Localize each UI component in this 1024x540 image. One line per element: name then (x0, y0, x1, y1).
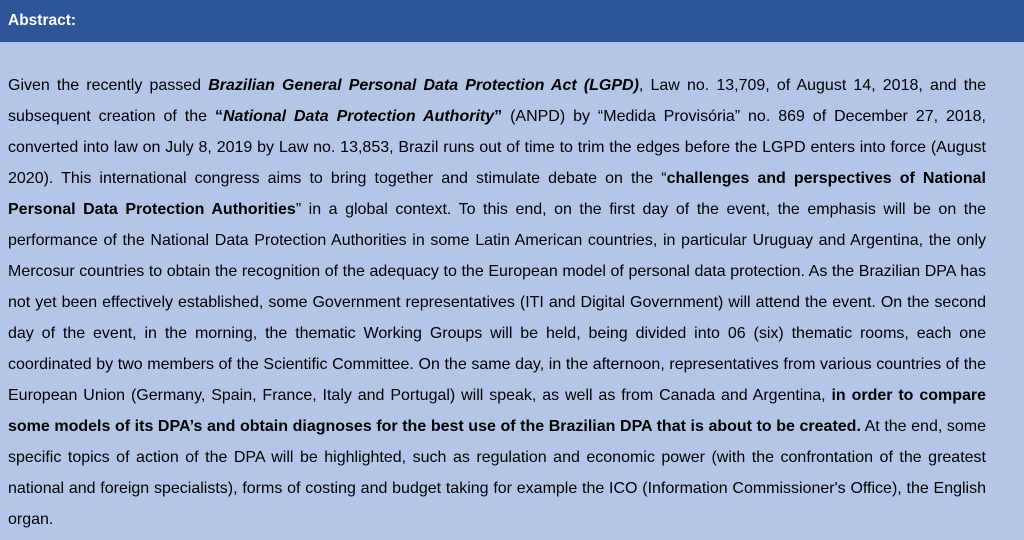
abstract-header-bar (0, 0, 1024, 42)
comparison-goal: in order to compare some models of its DPA’s and obtain diagnoses for the best use of the Brazilian DPA that is about to be created. (8, 387, 987, 435)
anpd-quote-close: ” (494, 108, 503, 125)
congress-theme: challenges and perspectives of National Personal Data Protection Authorities (8, 170, 987, 218)
abstract-text-2: , Law no. 13,709, of August 14, 2018, and the subsequent creation of the (8, 77, 987, 125)
abstract-text-3: (ANPD) by “Medida Provisória” no. 869 of December 27, 2018, converted into law on July 8, 2019 by Law no. 13,853, Brazil runs out of time to trim the edges before the LGPD enters into force (August 2020). This international congress aims to bring together and stimulate debate on the “ (8, 108, 987, 187)
abstract-text-5: At the end, some specific topics of action of the DPA will be highlighted, such as regulation and economic power (with the confrontation of the greatest national and foreign specialists), forms of costing and budget taking for example the ICO (Information Commissioner's Office), the English organ. (8, 418, 986, 528)
abstract-text-4: ” in a global context. To this end, on the first day of the event, the emphasis will be on the performance of the National Data Protection Authorities in some Latin American countries, in particular Uruguay and Argentina, the only Mercosur countries to obtain the recognition of the adequacy to the European model of personal data protection. As the Brazilian DPA has not yet been effectively established, some Government representatives (ITI and Digital Government) will attend the event. On the second day of the event, in the morning, the thematic Working Groups will be held, being divided into 06 (six) thematic rooms, each one coordinated by two members of the Scientific Committee. On the same day, in the afternoon, representatives from various countries of the European Union (Germany, Spain, France, Italy and Portugal) will speak, as well as from Canada and Argentina, (8, 201, 986, 404)
abstract-text-1: Given the recently passed (8, 77, 209, 94)
abstract-body (8, 70, 986, 535)
lgpd-act-name: Brazilian General Personal Data Protection Act (LGPD) (208, 77, 639, 94)
anpd-authority-name: National Data Protection Authority (222, 108, 495, 125)
abstract-heading: Abstract: (8, 12, 77, 29)
anpd-quote-open: “ (214, 108, 223, 125)
